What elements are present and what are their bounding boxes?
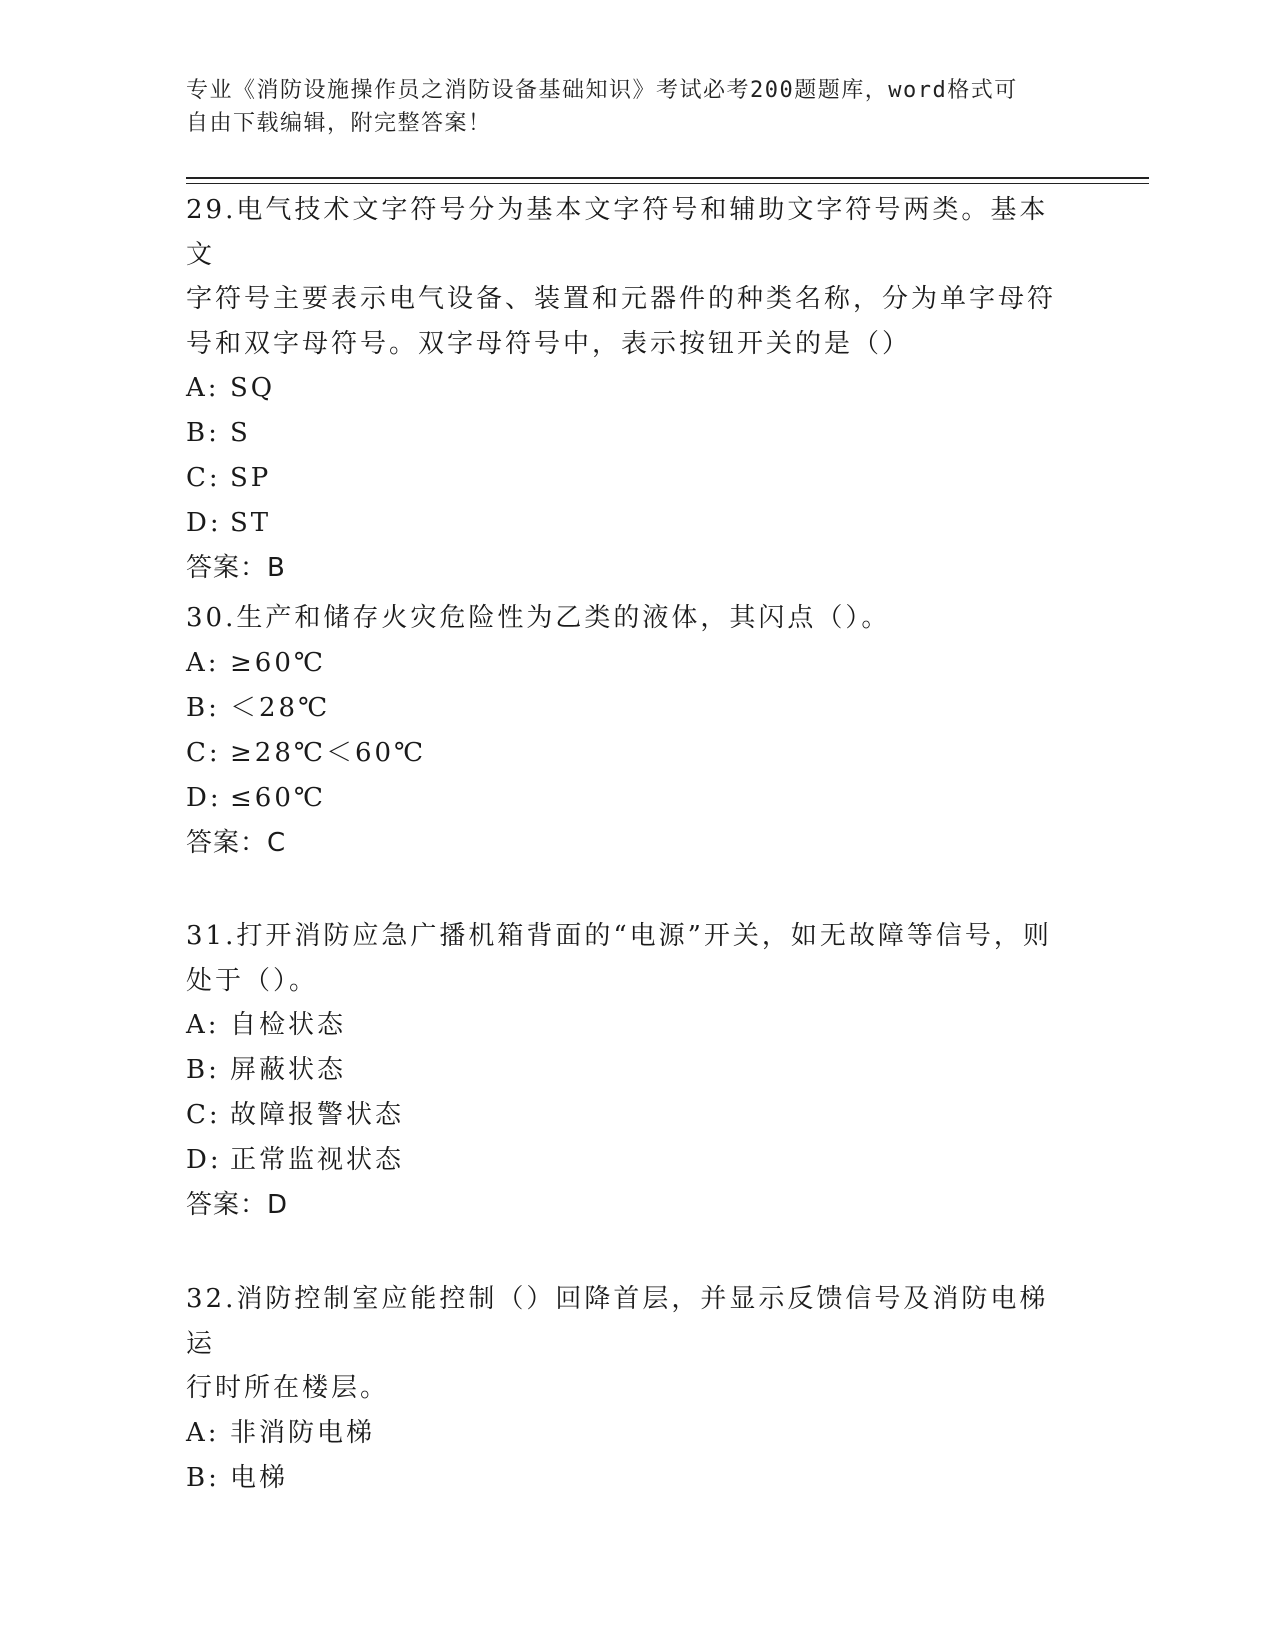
option-text: S (230, 418, 251, 448)
option-letter: C: (186, 737, 221, 768)
option-letter: D: (186, 508, 222, 538)
answer-label: 答案：B (186, 553, 286, 583)
option-c (186, 456, 1066, 501)
option-b (186, 411, 1066, 456)
question-32 (186, 1277, 1066, 1501)
header-line-1: 专业《消防设施操作员之消防设备基础知识》考试必考200题题库，word格式可 (186, 78, 1018, 103)
answer-label: 答案：D (186, 1190, 289, 1220)
header-divider-thick (186, 177, 1149, 179)
option-text: SQ (230, 373, 276, 403)
option-letter: A: (186, 1417, 220, 1448)
option-text: ≥28℃＜60℃ (230, 737, 427, 768)
option-text: ≤60℃ (230, 782, 326, 813)
option-d (186, 1138, 1066, 1183)
option-c (186, 731, 1066, 776)
header-divider-thin (186, 183, 1149, 184)
option-letter: B: (186, 692, 220, 723)
option-b (186, 686, 1066, 731)
option-letter: D: (186, 782, 222, 813)
option-letter: A: (186, 373, 220, 403)
option-b (186, 1456, 1066, 1501)
option-text: SP (230, 463, 272, 493)
option-letter: D: (186, 1145, 222, 1175)
question-text-line: 32.消防控制室应能控制（）回降首层，并显示反馈信号及消防电梯运 (186, 1284, 1049, 1359)
option-text: 正常监视状态 (230, 1145, 405, 1175)
option-letter: B: (186, 1462, 220, 1493)
option-text: ≥60℃ (230, 647, 326, 678)
option-c (186, 1093, 1066, 1138)
option-text: 屏蔽状态 (230, 1055, 347, 1085)
option-text: ＜28℃ (230, 692, 331, 723)
question-29 (186, 188, 1066, 591)
option-d (186, 776, 1066, 821)
document-header (186, 74, 1066, 140)
option-text: 自检状态 (230, 1010, 347, 1040)
question-text-line: 行时所在楼层。 (186, 1373, 390, 1403)
option-text: 故障报警状态 (230, 1100, 405, 1130)
question-text-line: 29.电气技术文字符号分为基本文字符号和辅助文字符号两类。基本文 (186, 195, 1049, 270)
option-a (186, 1003, 1066, 1048)
question-text-line: 字符号主要表示电气设备、装置和元器件的种类名称，分为单字母符 (186, 284, 1057, 314)
option-letter: B: (186, 418, 220, 448)
option-b (186, 1048, 1066, 1093)
question-text-line: 号和双字母符号。双字母符号中，表示按钮开关的是（） (186, 328, 912, 359)
option-letter: C: (186, 463, 221, 493)
option-letter: A: (186, 647, 220, 678)
option-a (186, 641, 1066, 686)
question-text-line: 处于（）。 (186, 965, 319, 996)
answer-label: 答案：C (186, 827, 287, 858)
option-text: 电梯 (230, 1462, 289, 1493)
option-letter: C: (186, 1100, 221, 1130)
question-text-line: 30.生产和储存火灾危险性为乙类的液体，其闪点（）。 (186, 603, 891, 633)
header-line-2: 自由下载编辑，附完整答案！ (186, 111, 492, 136)
option-letter: A: (186, 1010, 220, 1040)
question-text-line: 31.打开消防应急广播机箱背面的“电源”开关，如无故障等信号，则 (186, 921, 1052, 951)
option-letter: B: (186, 1055, 220, 1085)
option-a (186, 366, 1066, 411)
option-a (186, 1411, 1066, 1456)
option-d (186, 501, 1066, 546)
question-31 (186, 914, 1066, 1228)
question-30 (186, 596, 1066, 866)
option-text: 非消防电梯 (230, 1417, 376, 1448)
option-text: ST (230, 508, 272, 538)
